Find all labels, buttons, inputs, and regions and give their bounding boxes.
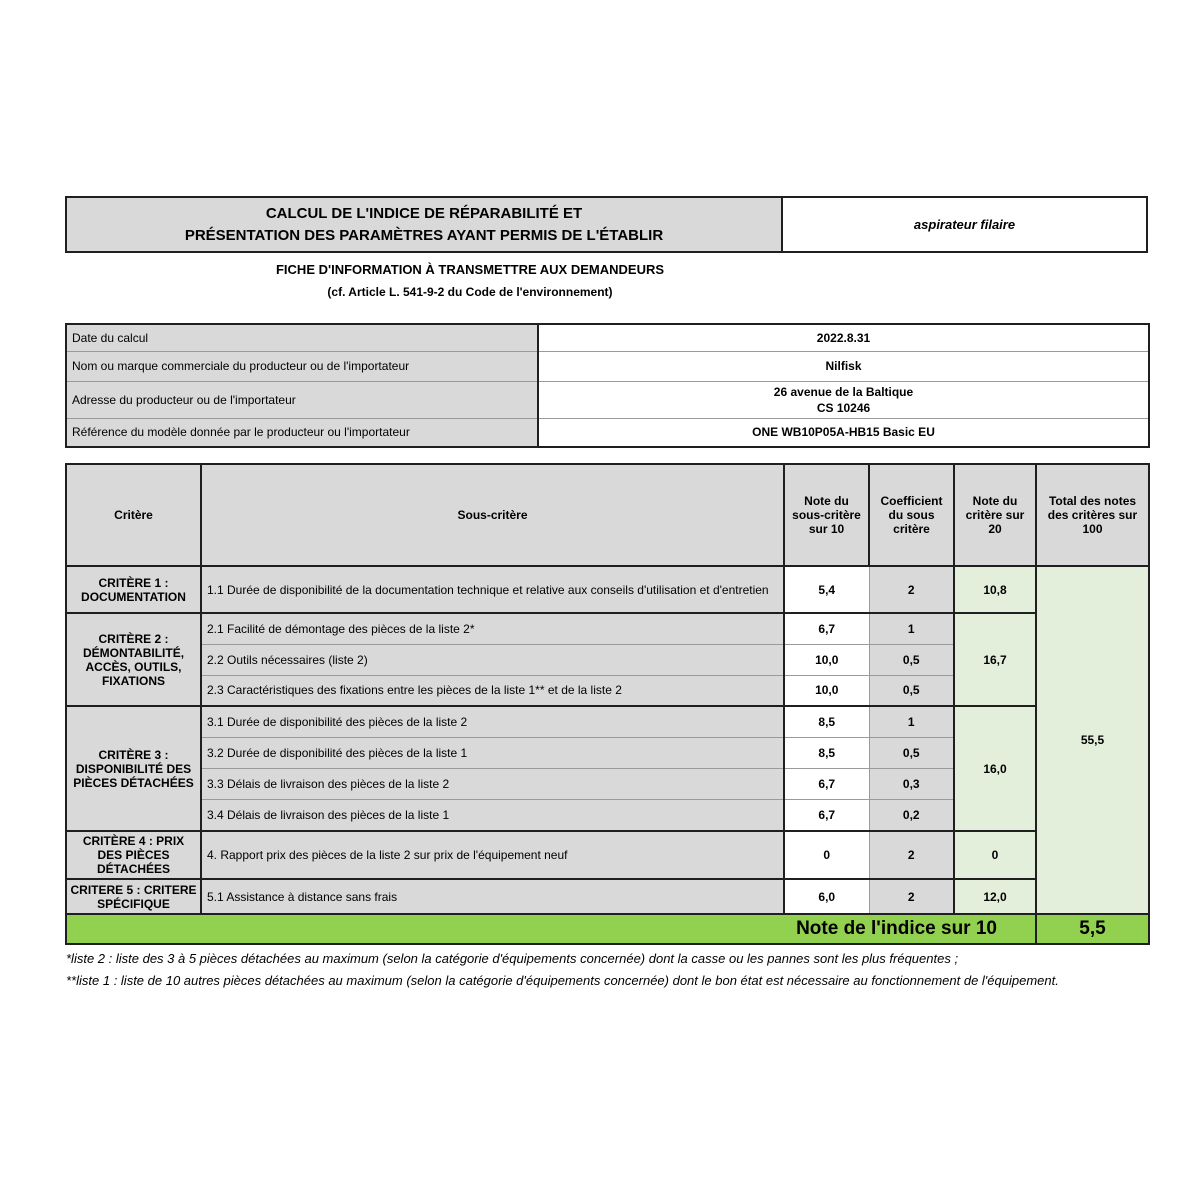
table-row <box>66 351 1149 381</box>
table-row <box>66 831 1149 879</box>
footnotes <box>66 948 1149 992</box>
document-title-line1: CALCUL DE L'INDICE DE RÉPARABILITÉ ET <box>265 204 583 222</box>
coefficient-value: 1 <box>869 706 954 737</box>
total-notes-100: 55,5 <box>1036 566 1149 914</box>
final-index-value: 5,5 <box>1036 914 1149 944</box>
coefficient-value: 2 <box>869 831 954 879</box>
document-title <box>65 196 783 253</box>
table-row <box>66 418 1149 447</box>
col-header-critere: Critère <box>66 464 201 566</box>
info-label-brand: Nom ou marque commerciale du producteur ou de l'importateur <box>66 351 538 381</box>
note-sub-10: 6,7 <box>784 613 869 644</box>
title-band <box>65 196 1148 253</box>
sub-criterion-text: 2.1 Facilité de démontage des pièces de la liste 2* <box>201 613 784 644</box>
note-sub-10: 10,0 <box>784 675 869 706</box>
info-value-model: ONE WB10P05A-HB15 Basic EU <box>538 418 1149 447</box>
note-sub-10: 10,0 <box>784 644 869 675</box>
note-criterion-20: 0 <box>954 831 1036 879</box>
coefficient-value: 0,5 <box>869 737 954 768</box>
table-row <box>66 566 1149 613</box>
table-row <box>66 879 1149 914</box>
info-label-date: Date du calcul <box>66 324 538 351</box>
info-value-date: 2022.8.31 <box>538 324 1149 351</box>
criterion-label: CRITÈRE 4 : PRIX DES PIÈCES DÉTACHÉES <box>66 831 201 879</box>
producer-info-table <box>65 323 1150 448</box>
sub-criterion-text: 1.1 Durée de disponibilité de la documentation technique et relative aux conseils d'utilisation et d'entretien <box>201 566 784 613</box>
score-table <box>65 463 1150 945</box>
note-sub-10: 0 <box>784 831 869 879</box>
address-line1: 26 avenue de la Baltique <box>773 384 914 399</box>
table-row <box>66 324 1149 351</box>
sub-criterion-text: 5.1 Assistance à distance sans frais <box>201 879 784 914</box>
address-line2: CS 10246 <box>816 400 871 415</box>
note-sub-10: 6,0 <box>784 879 869 914</box>
coefficient-value: 2 <box>869 879 954 914</box>
table-header-row <box>66 464 1149 566</box>
note-sub-10: 8,5 <box>784 706 869 737</box>
note-sub-10: 5,4 <box>784 566 869 613</box>
sub-criterion-text: 4. Rapport prix des pièces de la liste 2 sur prix de l'équipement neuf <box>201 831 784 879</box>
document-title-line2: PRÉSENTATION DES PARAMÈTRES AYANT PERMIS DE L'ÉTABLIR <box>184 226 664 244</box>
sub-criterion-text: 3.4 Délais de livraison des pièces de la liste 1 <box>201 799 784 831</box>
subtitle <box>65 262 875 299</box>
criterion-label: CRITÈRE 1 : DOCUMENTATION <box>66 566 201 613</box>
table-row <box>66 706 1149 737</box>
sub-criterion-text: 3.2 Durée de disponibilité des pièces de la liste 1 <box>201 737 784 768</box>
table-row <box>66 381 1149 418</box>
info-label-model: Référence du modèle donnée par le producteur ou l'importateur <box>66 418 538 447</box>
final-index-row <box>66 914 1149 944</box>
coefficient-value: 0,3 <box>869 768 954 799</box>
info-value-brand: Nilfisk <box>538 351 1149 381</box>
note-sub-10: 6,7 <box>784 768 869 799</box>
coefficient-value: 0,2 <box>869 799 954 831</box>
sub-criterion-text: 3.3 Délais de livraison des pièces de la liste 2 <box>201 768 784 799</box>
col-header-note-sous-critere: Note du sous-critère sur 10 <box>784 464 869 566</box>
subtitle-line2: (cf. Article L. 541-9-2 du Code de l'environnement) <box>327 285 613 299</box>
col-header-note-critere: Note du critère sur 20 <box>954 464 1036 566</box>
footnote-liste2: *liste 2 : liste des 3 à 5 pièces détachées au maximum (selon la catégorie d'équipements concernée) dont la casse ou les pannes sont les plus fréquentes ; <box>66 951 959 966</box>
note-criterion-20: 12,0 <box>954 879 1036 914</box>
col-header-coefficient: Coefficient du sous critère <box>869 464 954 566</box>
note-sub-10: 6,7 <box>784 799 869 831</box>
coefficient-value: 0,5 <box>869 644 954 675</box>
final-index-label: Note de l'indice sur 10 <box>66 914 1036 944</box>
note-sub-10: 8,5 <box>784 737 869 768</box>
coefficient-value: 2 <box>869 566 954 613</box>
info-label-address: Adresse du producteur ou de l'importateur <box>66 381 538 418</box>
coefficient-value: 0,5 <box>869 675 954 706</box>
note-criterion-20: 16,7 <box>954 613 1036 706</box>
table-row <box>66 613 1149 644</box>
info-value-address <box>538 381 1149 418</box>
sub-criterion-text: 2.3 Caractéristiques des fixations entre les pièces de la liste 1** et de la liste 2 <box>201 675 784 706</box>
note-criterion-20: 10,8 <box>954 566 1036 613</box>
criterion-label: CRITERE 5 : CRITERE SPÉCIFIQUE <box>66 879 201 914</box>
criterion-label: CRITÈRE 2 : DÉMONTABILITÉ, ACCÈS, OUTILS, FIXATIONS <box>66 613 201 706</box>
coefficient-value: 1 <box>869 613 954 644</box>
footnote-liste1: **liste 1 : liste de 10 autres pièces détachées au maximum (selon la catégorie d'équipements concernée) dont le bon état est nécessaire au fonctionnement de l'équipement. <box>66 973 1059 988</box>
criterion-label: CRITÈRE 3 : DISPONIBILITÉ DES PIÈCES DÉTACHÉES <box>66 706 201 831</box>
product-category-box <box>783 196 1148 253</box>
sub-criterion-text: 2.2 Outils nécessaires (liste 2) <box>201 644 784 675</box>
subtitle-line1: FICHE D'INFORMATION À TRANSMETTRE AUX DEMANDEURS <box>275 262 665 277</box>
note-criterion-20: 16,0 <box>954 706 1036 831</box>
sub-criterion-text: 3.1 Durée de disponibilité des pièces de la liste 2 <box>201 706 784 737</box>
col-header-sous-critere: Sous-critère <box>201 464 784 566</box>
product-category-label: aspirateur filaire <box>913 217 1016 232</box>
col-header-total: Total des notes des critères sur 100 <box>1036 464 1149 566</box>
